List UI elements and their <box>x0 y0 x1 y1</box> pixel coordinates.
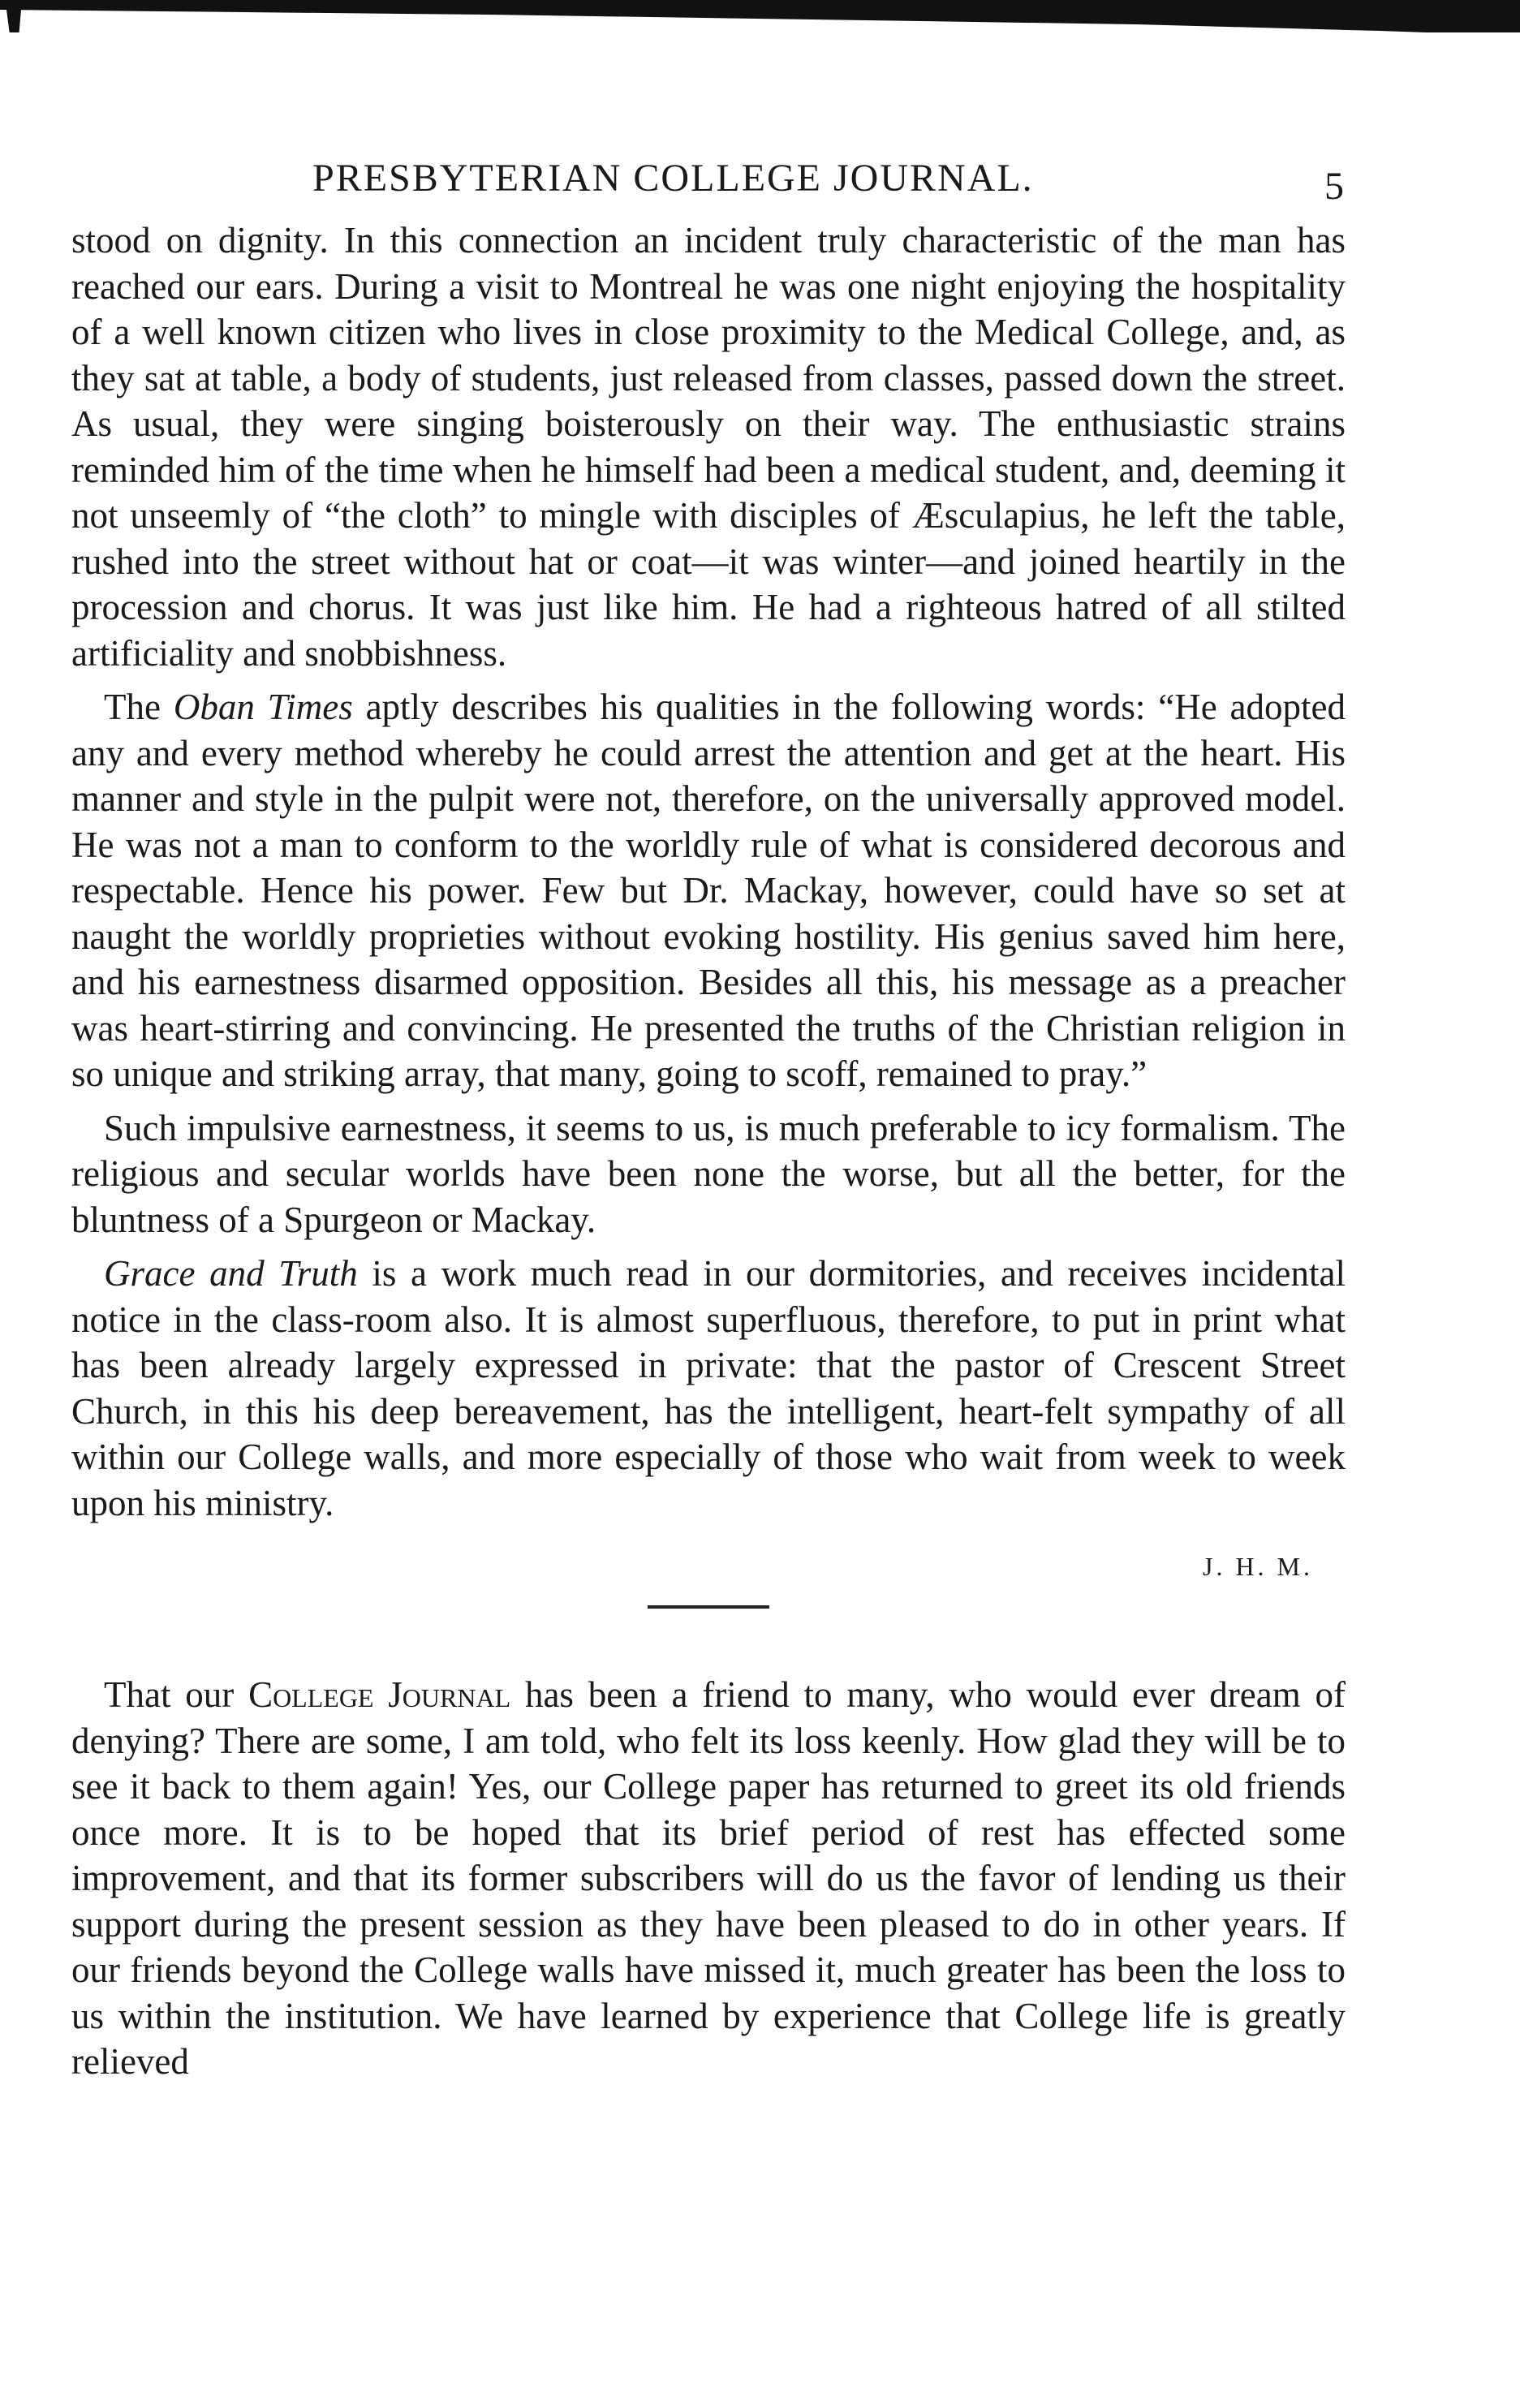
paragraph-1: stood on dignity. In this connection an incident truly characteristic of the man has reached our ears. During a visit to Montreal he was one night enjoying the hospitality of a well known citizen who lives in close proximity to the Medical College, and, as they sat at table, a body of students, just released from classes, passed down the street. As usual, they were singing boisterously on their way. The enthusiastic strains reminded him of the time when he himself had been a medical student, and, deeming it not unseemly of “the cloth” to mingle with disciples of Æsculapius, he left the table, rushed into the street without hat or coat—it was winter—and joined heartily in the procession and chorus. It was just like him. He had a righteous hatred of all stilted artificiality and snobbishness. <box>71 220 1346 674</box>
page-header <box>0 150 1520 207</box>
paragraph-4-rest: is a work much read in our dormitories, and receives incidental notice in the class-room also. It is almost superfluous, therefore, to put in print what has been already largely expressed in private: that the pastor of Crescent Street Church, in this his deep bereavement, has the intelligent, heart-felt sympathy of all within our College walls, and more especially of those who wait from week to week upon his ministry. <box>71 1253 1346 1523</box>
paragraph-2-italic: Oban Times <box>173 687 353 727</box>
paragraph-4 <box>71 1251 1346 1526</box>
author-signature: J. H. M. <box>1202 1552 1313 1581</box>
paragraph-2-rest: aptly describes his qualities in the following words: “He adopted any and every method whereby he could arrest the attention and get at the heart. His manner and style in the pulpit were not, therefore, on the universally approved model. He was not a man to conform to the worldly rule of what is considered decorous and respectable. Hence his power. Few but Dr. Mackay, however, could have so set at naught the worldly proprieties without evoking hostility. His genius saved him here, and his earnestness disarmed opposition. Besides all this, his message as a preacher was heart-stirring and convincing. He presented the truths of the Christian religion in so unique and striking array, that many, going to scoff, remained to pray.” <box>71 687 1346 1094</box>
paragraph-2 <box>71 684 1346 1097</box>
paragraph-5 <box>71 1672 1346 2085</box>
paragraph-5-lead: That our <box>104 1674 249 1715</box>
page-number: 5 <box>1324 165 1344 208</box>
section-divider <box>648 1605 769 1609</box>
paragraph-2-lead: The <box>104 687 174 727</box>
paragraph-3: Such impulsive earnestness, it seems to us, is much preferable to icy formalism. The religious and secular worlds have been none the worse, but all the better, for the bluntness of a Spurgeon or Mackay. <box>71 1107 1346 1240</box>
paragraph-5-rest: has been a friend to many, who would ever dream of denying? There are some, I am told, who felt its loss keenly. How glad they will be to see it back to them again! Yes, our College paper has returned to greet its old friends once more. It is to be hoped that its brief period of rest has effected some improvement, and that its former subscribers will do us the favor of lending us their support during the present session as they have been pleased to do in other years. If our friends beyond the College walls have missed it, much greater has been the loss to us within the institution. We have learned by experience that College life is greatly relieved <box>71 1674 1346 2082</box>
article-body <box>71 218 1346 2093</box>
scan-border <box>0 0 1520 32</box>
running-title: PRESBYTERIAN COLLEGE JOURNAL. <box>312 157 1034 200</box>
paragraph-5-smallcaps: College Journal <box>248 1674 511 1715</box>
paragraph-4-italic: Grace and Truth <box>104 1253 358 1294</box>
